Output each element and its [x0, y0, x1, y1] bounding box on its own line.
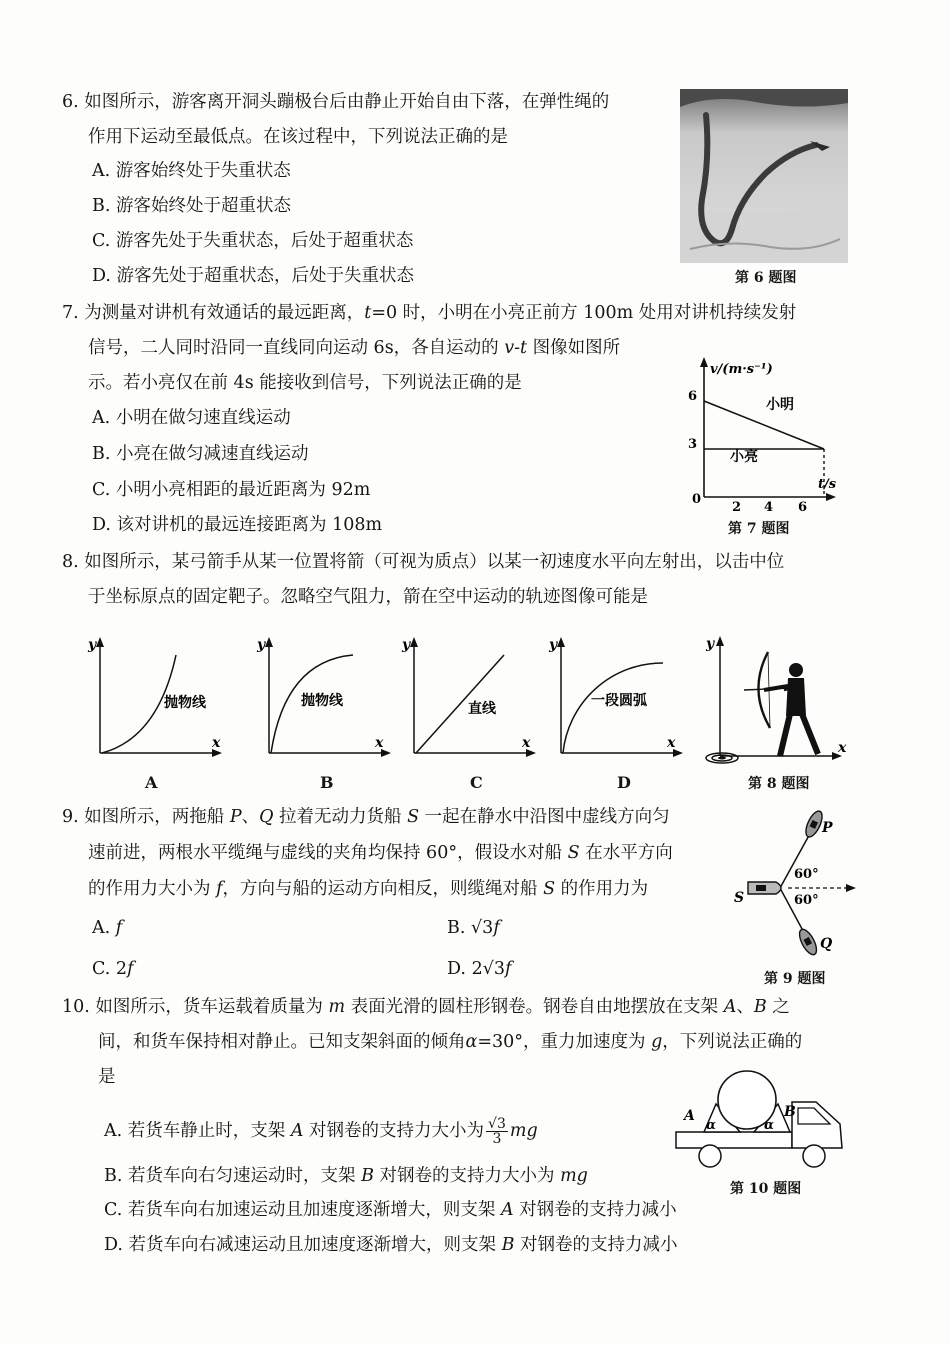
q8-stem-line2: 于坐标原点的固定靶子。忽略空气阻力，箭在空中运动的轨迹图像可能是 — [88, 587, 648, 607]
q10-opt-c-text-b: 对钢卷的支持力减小 — [513, 1200, 677, 1220]
q9-option-b-f: f — [493, 918, 500, 938]
q10-opt-a-text-b: 对钢卷的支持力大小为 — [303, 1121, 485, 1141]
q10-opt-d-text-a: D. 若货车向右减速运动且加速度逐渐增大，则支架 — [104, 1235, 502, 1255]
q10-opt-a-A: A — [290, 1121, 304, 1141]
q10-stem-line1 — [62, 996, 790, 1018]
archer-icon — [744, 652, 818, 756]
q9-line2-b: 在水平方向 — [579, 843, 673, 863]
q10-line1-A: A — [723, 997, 737, 1017]
q10-truck-figure — [670, 1068, 850, 1173]
q7-figure-caption: 第 7 题图 — [728, 521, 790, 537]
q10-frac-num: √3 — [488, 1116, 506, 1132]
q9-fig-P: P — [822, 820, 833, 836]
q10-line2-b: =30°，重力加速度为 — [477, 1032, 652, 1052]
q9-line1-sep: 、 — [241, 807, 260, 827]
q9-line1-Q: Q — [259, 807, 274, 827]
q10-fig-B: B — [784, 1104, 796, 1120]
q9-option-b-value: √3 — [471, 918, 494, 938]
q7-option-a: A. 小明在做匀速直线运动 — [92, 408, 291, 428]
q10-line2-c: ，下列说法正确的 — [662, 1032, 803, 1052]
q9-line1-P: P — [229, 807, 242, 827]
q8b-axis-y: y — [257, 637, 266, 653]
q10-line1-m: m — [328, 997, 346, 1017]
q8-stem-line1: 8. 如图所示，某弓箭手从某一位置将箭（可视为质点）以某一初速度水平向左射出，以击中位 — [62, 552, 785, 572]
q7-xtick-2: 2 — [732, 500, 742, 515]
q8d-axis-x: x — [667, 735, 676, 751]
q7-line1-a: 7. 为测量对讲机有效通话的最远距离， — [62, 303, 365, 323]
q7-vt-graph — [680, 355, 840, 515]
q9-angle-top: 60° — [794, 867, 819, 882]
q10-line2-a: 间，和货车保持相对静止。已知支架斜面的倾角 — [98, 1032, 466, 1052]
q10-line1-b: 表面光滑的圆柱形钢卷。钢卷自由地摆放在支架 — [345, 997, 724, 1017]
q8d-axis-y: y — [549, 637, 558, 653]
q9-option-a — [92, 917, 122, 939]
q9-line1-b: 拉着无动力货船 — [273, 807, 408, 827]
q10-option-c — [104, 1199, 677, 1221]
q9-line3-c: 的作用力为 — [555, 879, 649, 899]
q9-option-b — [447, 917, 500, 939]
q7-line2-b: 图像如图所 — [527, 338, 621, 358]
q7-option-c: C. 小明小亮相距的最近距离为 92m — [92, 480, 371, 500]
q8-graph-d — [549, 633, 689, 763]
q8a-axis-x: x — [212, 735, 221, 751]
q7-ytick-6: 6 — [688, 389, 698, 404]
q10-line2-g: g — [651, 1032, 663, 1052]
q7-y-axis-arrow — [700, 357, 708, 367]
q10-fig-A: A — [684, 1108, 695, 1124]
q9-angle-bottom: 60° — [794, 893, 819, 908]
q9-fig-Q: Q — [820, 936, 833, 952]
q8-letter-a: A — [145, 773, 158, 792]
q9-line3-S: S — [543, 879, 556, 899]
q9-line3-f: f — [216, 879, 223, 899]
q10-option-a — [104, 1117, 538, 1146]
q8d-arc-label: 一段圆弧 — [591, 693, 647, 709]
q10-opt-d-B: B — [501, 1235, 515, 1255]
q8-archer-figure — [700, 628, 850, 768]
q8b-curve-label: 抛物线 — [301, 693, 343, 709]
cargo-ship-s-icon — [748, 882, 781, 894]
q7-x-axis-label: t/s — [818, 477, 837, 492]
q10-opt-c-A: A — [500, 1200, 514, 1220]
q7-ytick-3: 3 — [688, 437, 698, 452]
q9-line1-S: S — [407, 807, 420, 827]
q10-frac-den: 3 — [492, 1131, 502, 1147]
q9-option-a-value: f — [115, 918, 123, 938]
q10-line2-alpha: α — [465, 1032, 478, 1052]
q10-opt-d-text-b: 对钢卷的支持力减小 — [514, 1235, 678, 1255]
q8c-axis-x: x — [522, 735, 531, 751]
q9-line2-S: S — [567, 843, 580, 863]
q10-opt-c-text-a: C. 若货车向右加速运动且加速度逐渐增大，则支架 — [104, 1200, 501, 1220]
q8-graph-b — [257, 633, 397, 763]
q7-xtick-6: 6 — [798, 500, 808, 515]
q6-option-a: A. 游客始终处于失重状态 — [92, 161, 291, 181]
q8-graph-a — [88, 633, 228, 763]
q10-line1-a: 10. 如图所示，货车运载着质量为 — [62, 997, 329, 1017]
q9-option-c-letter: C. — [92, 959, 111, 979]
q7-label-xiaoming: 小明 — [766, 397, 794, 413]
q8a-axis-y: y — [88, 637, 97, 653]
q10-figure-caption: 第 10 题图 — [730, 1181, 802, 1197]
q9-option-b-letter: B. — [447, 918, 466, 938]
q9-stem-line2 — [88, 842, 673, 864]
q10-opt-a-fraction — [486, 1117, 508, 1146]
q8-graph-c — [402, 633, 542, 763]
q8c-axis-y: y — [402, 637, 411, 653]
q9-option-c-value: 2 — [115, 959, 128, 979]
q9-line2-a: 速前进，两根水平缆绳与虚线的夹角均保持 60°，假设水对船 — [88, 843, 568, 863]
q6-figure-caption: 第 6 题图 — [735, 270, 797, 286]
q7-line2-a: 信号，二人同时沿同一直线同向运动 6s，各自运动的 — [88, 338, 505, 358]
q9-option-d-f: f — [504, 959, 512, 979]
q9-figure-caption: 第 9 题图 — [764, 971, 826, 987]
q7-origin-label: 0 — [692, 492, 702, 507]
q7-line2-vt: v-t — [504, 338, 528, 358]
q8-letter-b: B — [320, 773, 334, 792]
q10-opt-a-text-a: A. 若货车静止时，支架 — [104, 1121, 291, 1141]
q7-line1-t: t — [364, 303, 372, 323]
q7-y-axis-label: v/(m·s⁻¹) — [710, 362, 773, 377]
q9-option-c — [92, 958, 134, 980]
q6-stem-line2: 作用下运动至最低点。在该过程中，下列说法正确的是 — [88, 127, 508, 147]
q8b-axis-x: x — [375, 735, 384, 751]
q10-opt-b-text-b: 对钢卷的支持力大小为 — [373, 1166, 561, 1186]
q10-opt-b-B: B — [361, 1166, 374, 1186]
q7-line1-b: =0 时，小明在小亮正前方 100m 处用对讲机持续发射 — [371, 303, 797, 323]
q10-line1-c: 之 — [766, 997, 790, 1017]
q7-option-d: D. 该对讲机的最远连接距离为 108m — [92, 515, 383, 535]
q7-label-xiaoliang: 小亮 — [730, 449, 758, 465]
q7-stem-line2 — [88, 337, 620, 359]
q8a-curve-label: 抛物线 — [164, 695, 206, 711]
tugboat-q-icon — [796, 927, 820, 957]
q9-option-a-letter: A. — [92, 918, 111, 938]
q8-letter-c: C — [470, 773, 483, 792]
q9-line3-a: 的作用力大小为 — [88, 879, 217, 899]
q6-option-b: B. 游客始终处于超重状态 — [92, 196, 291, 216]
q9-stem-line3 — [88, 878, 648, 900]
q6-option-d: D. 游客先处于超重状态，后处于失重状态 — [92, 266, 415, 286]
q10-option-d — [104, 1234, 678, 1256]
q10-stem-line3: 是 — [98, 1067, 116, 1087]
q10-line1-B: B — [753, 997, 767, 1017]
q8-letter-d: D — [617, 773, 631, 792]
q7-x-axis-arrow — [826, 493, 836, 501]
q9-fig-S: S — [734, 890, 745, 906]
q9-option-d — [447, 958, 511, 980]
target-icon — [706, 753, 738, 763]
q9-line3-b: ，方向与船的运动方向相反，则缆绳对船 — [222, 879, 544, 899]
q8-archer-axis-x: x — [838, 740, 847, 756]
q7-xtick-4: 4 — [764, 500, 774, 515]
q10-fig-alpha2: α — [764, 1118, 775, 1133]
q10-opt-b-mg: mg — [560, 1166, 588, 1186]
q10-option-b — [104, 1165, 588, 1187]
q7-series-xiaoming — [704, 401, 824, 449]
q9-line1-c: 一起在静水中沿图中虚线方向匀 — [419, 807, 670, 827]
q10-opt-a-mg: mg — [509, 1121, 538, 1141]
q9-line1-a: 9. 如图所示，两拖船 — [62, 807, 230, 827]
q9-tugboat-figure — [728, 802, 858, 962]
q10-stem-line2 — [98, 1031, 802, 1053]
q7-option-b: B. 小亮在做匀减速直线运动 — [92, 444, 309, 464]
q8c-line-label: 直线 — [468, 701, 496, 717]
q6-option-c: C. 游客先处于失重状态，后处于超重状态 — [92, 231, 414, 251]
q9-option-c-f: f — [127, 959, 134, 979]
q6-bungee-photo — [680, 89, 848, 263]
q9-option-d-value: 2√3 — [471, 959, 505, 979]
q10-line1-sep: 、 — [736, 997, 754, 1017]
q10-opt-b-text-a: B. 若货车向右匀速运动时，支架 — [104, 1166, 362, 1186]
q8-archer-axis-y: y — [706, 636, 715, 652]
q7-stem-line3: 示。若小亮仅在前 4s 能接收到信号，下列说法正确的是 — [88, 373, 522, 393]
q6-stem-line1: 6. 如图所示，游客离开洞头蹦极台后由静止开始自由下落，在弹性绳的 — [62, 92, 610, 112]
q9-option-d-letter: D. — [447, 959, 466, 979]
q9-stem-line1 — [62, 806, 670, 828]
q7-stem-line1 — [62, 302, 796, 324]
q8-figure-caption: 第 8 题图 — [748, 776, 810, 792]
q10-fig-alpha1: α — [706, 1118, 717, 1133]
